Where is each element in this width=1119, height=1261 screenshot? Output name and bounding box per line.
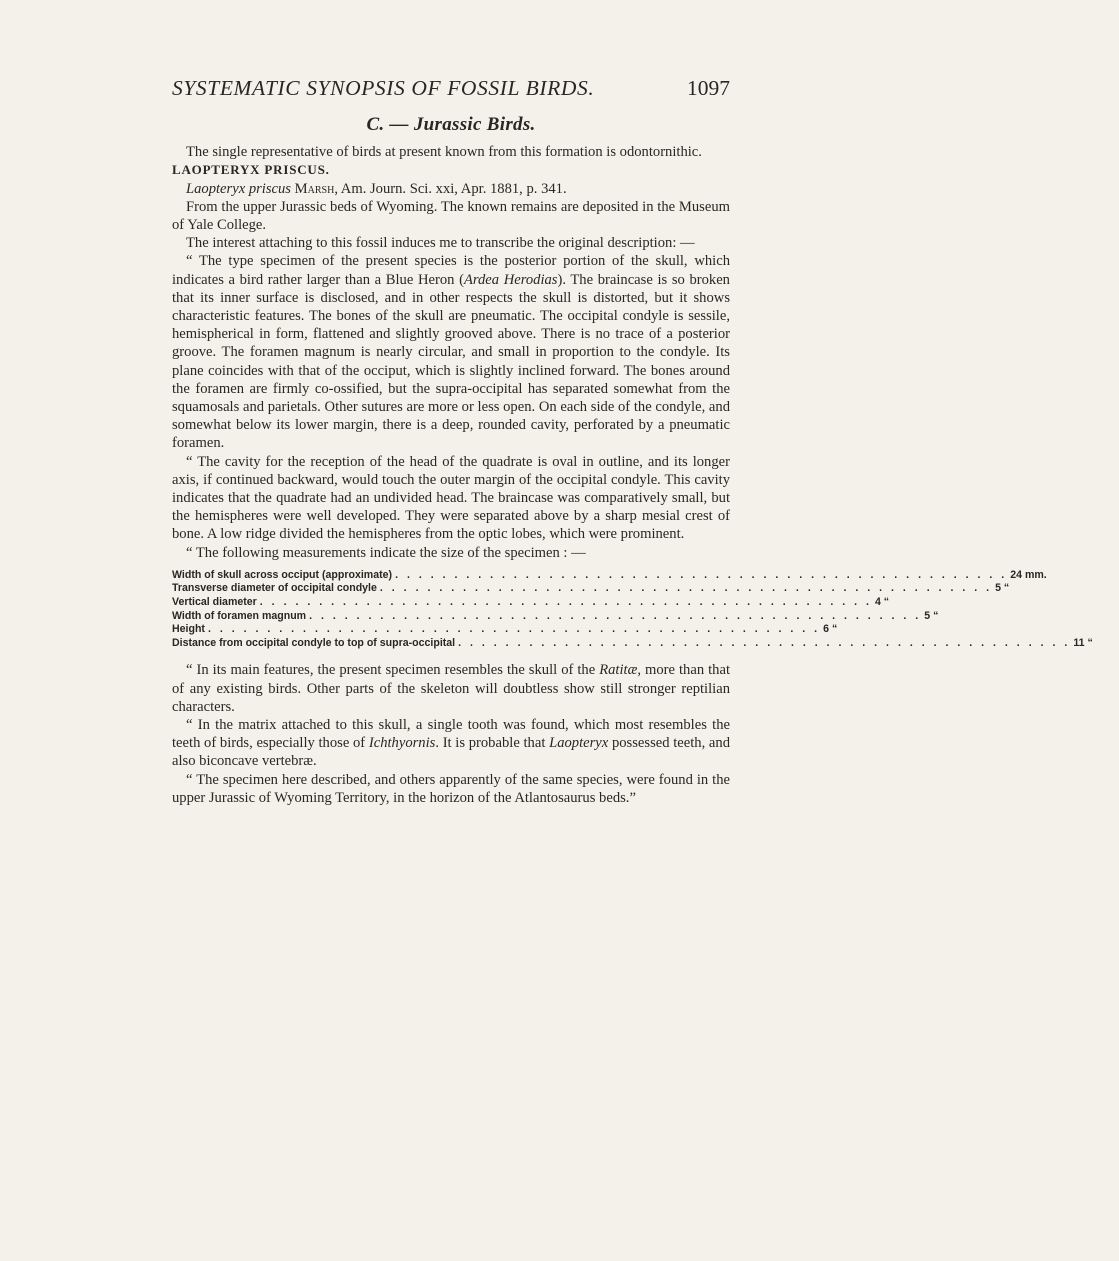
page-body (172, 114, 1093, 807)
description-paragraph-6: “ The specimen here described, and others apparently of the same species, were found in the upper Jurassic of Wyoming Territory, in the horizon of the Atlantosaurus beds.” (172, 771, 730, 806)
text-run: “ In the matrix attached to this skull, a single tooth was found, which most resembles the teeth of birds, especially those of (172, 717, 730, 752)
intro-paragraph: The single representative of birds at present known from this formation is odontornithic. (186, 144, 702, 161)
measurement-label: Distance from occipital condyle to top of supra-occipital (172, 636, 456, 649)
leader-dots: . . . . . . . . . . . . . . . . . . . . . . . . . . . . . . . . . . . . . . . . . . . . . . . . . . . . (379, 582, 993, 595)
measurement-label: Width of foramen magnum (172, 609, 307, 622)
lead-in-paragraph: The interest attaching to this fossil induces me to transcribe the original description: — (186, 235, 695, 252)
leader-dots: . . . . . . . . . . . . . . . . . . . . . . . . . . . . . . . . . . . . . . . . . . . . . . . . . . . . (259, 596, 872, 609)
measurement-label: Width of skull across occiput (approximate) (172, 568, 393, 581)
measurement-label: Transverse diameter of occipital condyle (172, 582, 377, 595)
description-paragraph-3: “ The following measurements indicate the size of the specimen : — (186, 544, 586, 561)
description-paragraph-1 (172, 252, 730, 452)
page-number: 1097 (687, 76, 730, 100)
leader-dots: . . . . . . . . . . . . . . . . . . . . . . . . . . . . . . . . . . . . . . . . . . . . . . . . . . . . (395, 568, 1008, 581)
text-run: ). The braincase is so broken that its inner surface is disclosed, and in other respects the skull is distorted, but it shows characteristic features. The bones of the skull are pneumatic. The occipital condyle is sessile, hemispherical in form, flattened and slightly grooved above. There is no trace of a posterior groove. The foramen magnum is nearly circular, and small in proportion to the condyle. Its plane coincides with that of the occiput, which is slightly inclined forward. The bones around the foramen are firmly co-ossified, but the supra-occipital has separated somewhat from the squamosals and parietals. Other sutures are more or less open. On each side of the condyle, and somewhat below its lower margin, there is a deep, rounded cavity, perforated by a pneumatic foramen. (172, 271, 730, 452)
measurement-row (172, 609, 939, 624)
citation (172, 180, 730, 198)
text-run: “ The type specimen of the present species is the posterior portion of the skull, which indicates a bird rather larger than a Blue Heron ( (172, 253, 730, 288)
measurement-value: 11 “ (1073, 636, 1093, 649)
genus-name: Laopteryx (549, 735, 609, 752)
text-run: “ In its main features, the present specimen resembles the skull of the (186, 662, 600, 679)
text-run: , more than that of any existing birds. Other parts of the skeleton will doubtless show still stronger reptilian characters. (172, 662, 731, 715)
running-head-title: SYSTEMATIC SYNOPSIS OF FOSSIL BIRDS. (172, 76, 595, 100)
text-run: possessed teeth, and also biconcave vertebræ. (172, 735, 731, 770)
measurement-row (172, 623, 838, 637)
description-paragraph-5 (172, 716, 730, 771)
measurement-value: 24 mm. (1010, 568, 1047, 581)
measurement-value: 6 “ (823, 623, 838, 636)
locality-paragraph: From the upper Jurassic beds of Wyoming. The known remains are deposited in the Museum of Yale College. (172, 198, 730, 234)
description-paragraph-2: “ The cavity for the reception of the head of the quadrate is oval in outline, and its longer axis, if continued backward, would touch the outer margin of the occipital condyle. This cavity indicates that the quadrate had an undivided head. The braincase was comparatively small, but the hemispheres were well developed. They were separated above by a sharp mesial crest of bone. A low ridge divided the hemispheres from the optic lobes, which were prominent. (172, 453, 730, 543)
citation-reference: , Am. Journ. Sci. xxi, Apr. 1881, p. 341. (334, 180, 567, 197)
leader-dots: . . . . . . . . . . . . . . . . . . . . . . . . . . . . . . . . . . . . . . . . . . . . . . . . . . . . (309, 609, 922, 622)
measurement-row (172, 636, 1093, 651)
citation-species: Laopteryx priscus (186, 180, 291, 197)
measurement-value: 4 “ (874, 596, 890, 609)
measurement-row (172, 568, 1047, 583)
genus-name: Ichthyornis (368, 735, 436, 752)
text-run: . It is probable that (435, 735, 550, 752)
measurements-table (172, 568, 1093, 651)
description-paragraph-4 (172, 661, 730, 716)
running-head (172, 76, 730, 102)
measurement-row (172, 596, 890, 610)
taxon-name: Ratitæ (599, 662, 638, 679)
measurement-value: 5 “ (924, 609, 939, 622)
leader-dots: . . . . . . . . . . . . . . . . . . . . . . . . . . . . . . . . . . . . . . . . . . . . . . . . . . . . (207, 623, 821, 636)
genus-heading: LAOPTERYX PRISCUS. (172, 162, 330, 178)
species-name: Ardea Herodias (463, 271, 558, 288)
section-heading: C. — Jurassic Birds. (366, 114, 536, 135)
measurement-row (172, 582, 1010, 596)
leader-dots: . . . . . . . . . . . . . . . . . . . . . . . . . . . . . . . . . . . . . . . . . . . . . . . . . . . . (458, 636, 1071, 649)
measurement-label: Vertical diameter (172, 596, 257, 609)
measurement-value: 5 “ (995, 582, 1010, 595)
citation-author: Marsh (294, 180, 335, 197)
measurement-label: Height (172, 623, 205, 636)
